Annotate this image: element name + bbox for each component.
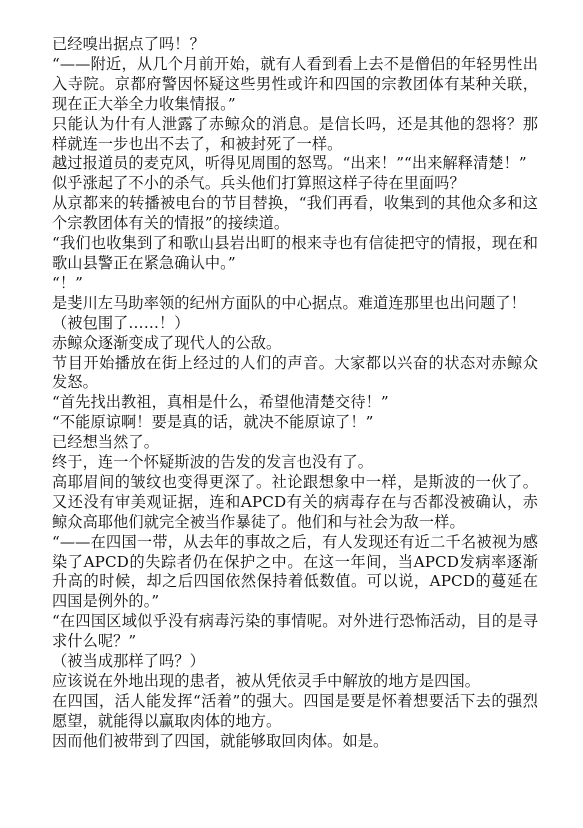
- paragraph: （被包围了……！）: [52, 313, 190, 332]
- paragraph: 节目开始播放在街上经过的人们的声音。大家都以兴奋的状态对赤鲸众发怒。: [52, 353, 538, 392]
- paragraph: “——在四国一带，从去年的事故之后，有人发现还有近二千名被视为感染了APCD的失踪者仍在保护之中。在这一年间，当APCD发病率逐渐升高的时候，却之后四国依然保持着低数值。可以说，APCD的蔓延在四国是例外的。”: [52, 532, 538, 611]
- paragraph: 越过报道员的麦克风，听得见周围的怒骂。“出来！”“出来解释清楚！”: [52, 154, 527, 173]
- paragraph: 赤鲸众逐渐变成了现代人的公敌。: [52, 333, 282, 352]
- paragraph: 只能认为什有人泄露了赤鲸众的消息。是信长吗，还是其他的怨将？那样就连一步也出不去了，和被封死了一样。: [52, 114, 538, 153]
- paragraph: 已经想当然了。: [52, 433, 160, 452]
- document-page: [52, 35, 538, 752]
- paragraph: “——附近，从几个月前开始，就有人看到看上去不是僧侣的年轻男性出入寺院。京都府警因怀疑这些男性或许和四国的宗教团体有某种关联，现在正大举全力收集情报。”: [52, 54, 538, 113]
- paragraph: 从京都来的转播被电台的节目替换，“我们再看，收集到的其他众多和这个宗教团体有关的情报”的接续道。: [52, 194, 538, 233]
- paragraph: “首先找出教祖，真相是什么，希望他清楚交待！”: [52, 393, 389, 412]
- paragraph: 因而他们被带到了四国，就能够取回肉体。如是。: [52, 731, 389, 750]
- paragraph: “！”: [52, 273, 84, 292]
- paragraph: 终于，连一个怀疑斯波的告发的发言也没有了。: [52, 453, 374, 472]
- paragraph: 已经嗅出据点了吗！？: [52, 35, 205, 53]
- paragraph: 是斐川左马助率领的纪州方面队的中心据点。难道连那里也出问题了！: [52, 293, 526, 312]
- paragraph: 在四国，活人能发挥“活着”的强大。四国是要是怀着想要活下去的强烈愿望，就能得以赢取肉体的地方。: [52, 691, 538, 730]
- paragraph: “在四国区域似乎没有病毒污染的事情呢。对外进行恐怖活动，目的是寻求什么呢？”: [52, 612, 538, 651]
- paragraph: “我们也收集到了和歌山县岩出町的根来寺也有信徒把守的情报，现在和歌山县警正在紧急确认中。”: [52, 234, 538, 272]
- paragraph: “不能原谅啊！要是真的话，就决不能原谅了！”: [52, 413, 374, 432]
- paragraph: 应该说在外地出现的患者，被从凭依灵手中解放的地方是四国。: [52, 672, 481, 690]
- paragraph: 高耶眉间的皱纹也变得更深了。社论跟想象中一样，是斯波的一伙了。又还没有审美观证据，连和APCD有关的病毒存在与否都没被确认，赤鲸众高耶他们就完全被当作暴徒了。他们和与社会为敌一样。: [52, 472, 538, 531]
- paragraph: （被当成那样了吗？）: [52, 652, 205, 671]
- paragraph: 似乎涨起了不小的杀气。兵头他们打算照这样子待在里面吗？: [52, 174, 465, 193]
